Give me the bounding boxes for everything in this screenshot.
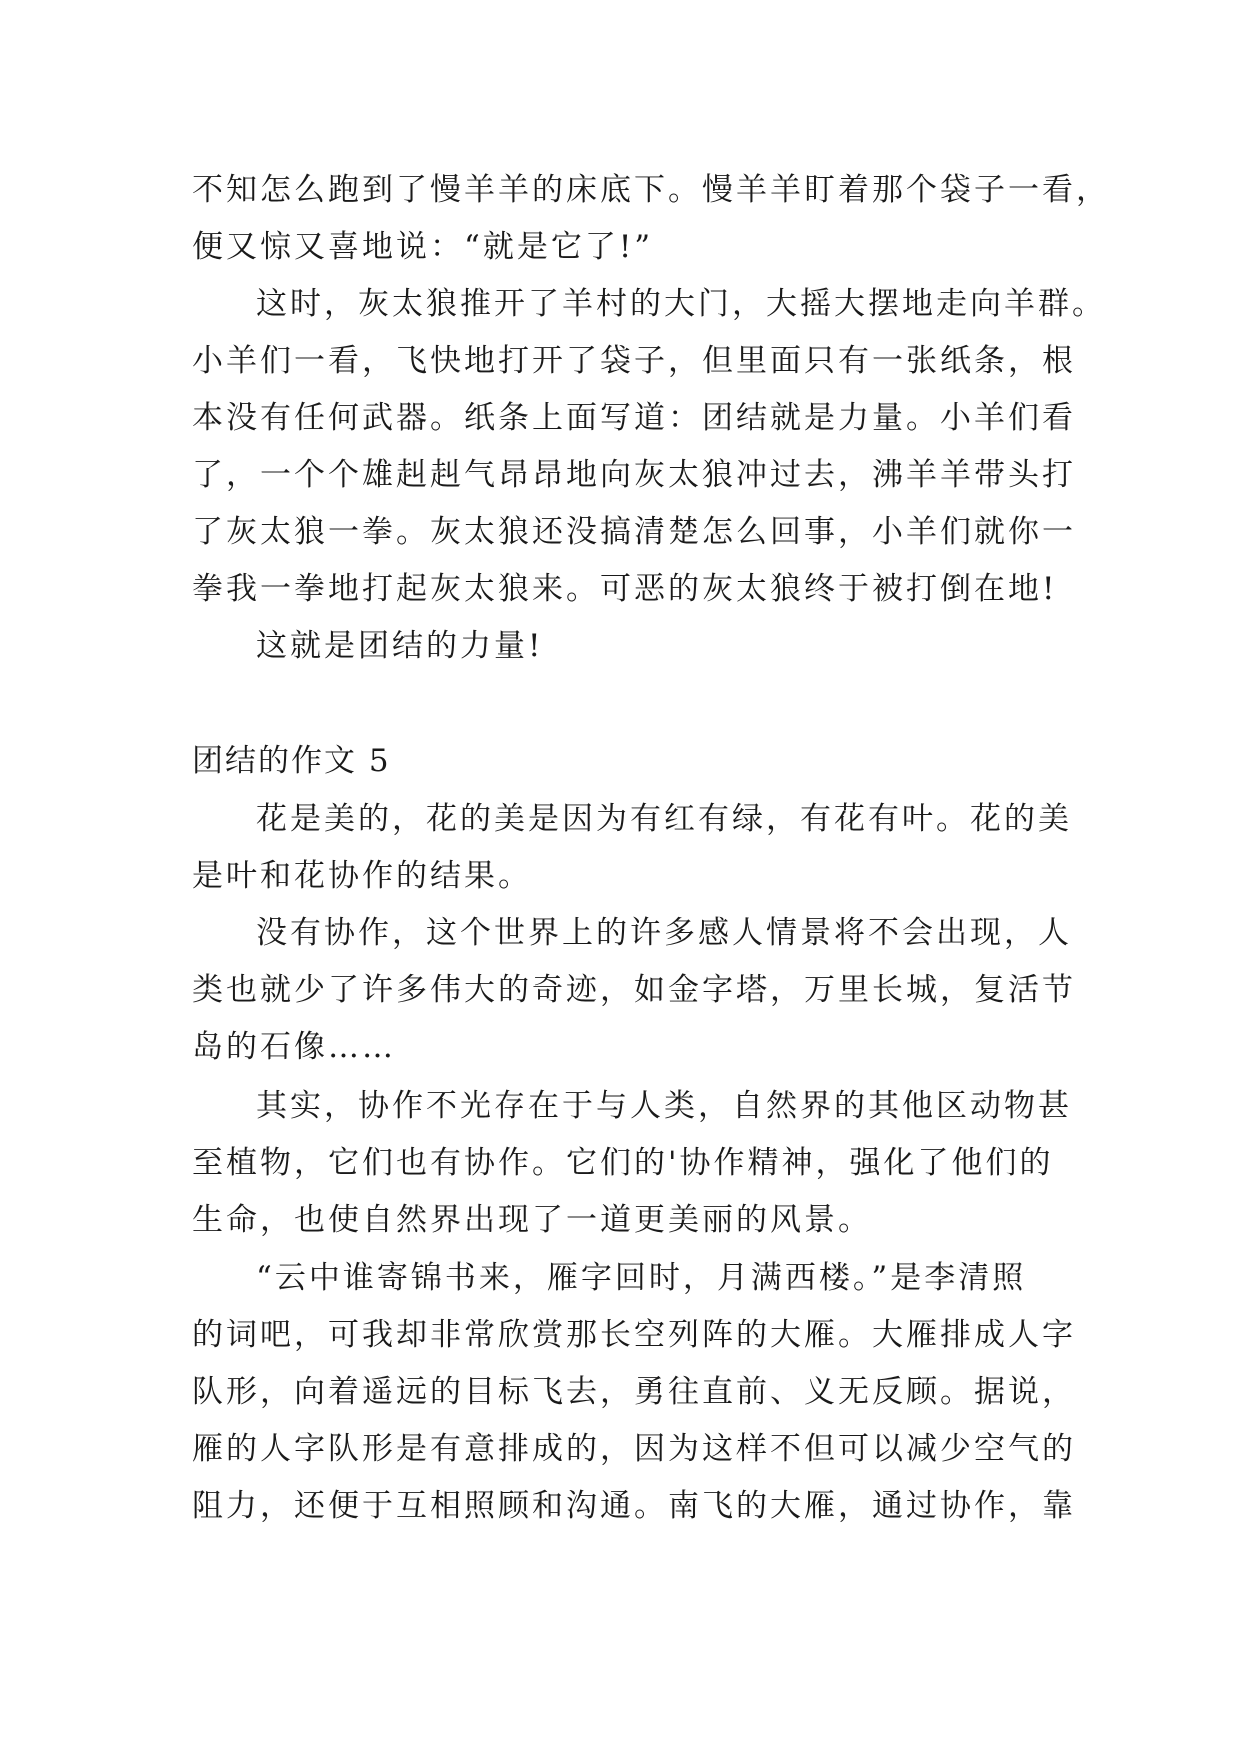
text-line: 的词吧，可我却非常欣赏那长空列阵的大雁。大雁排成人字 bbox=[192, 1317, 1076, 1353]
text-line: 雁的人字队形是有意排成的，因为这样不但可以减少空气的 bbox=[192, 1431, 1076, 1467]
text-line: 便又惊又喜地说：“就是它了!” bbox=[192, 229, 654, 265]
text-line: 生命，也使自然界出现了一道更美丽的风景。 bbox=[192, 1202, 872, 1238]
text-line: 不知怎么跑到了慢羊羊的床底下。慢羊羊盯着那个袋子一看， bbox=[192, 172, 1110, 208]
paragraph-start-line: 其实，协作不光存在于与人类，自然界的其他区动物甚 bbox=[256, 1088, 1072, 1124]
text-line: 拳我一拳地打起灰太狼来。可恶的灰太狼终于被打倒在地! bbox=[192, 571, 1058, 607]
text-line: 是叶和花协作的结果。 bbox=[192, 858, 532, 894]
text-line: 了，一个个雄赳赳气昂昂地向灰太狼冲过去，沸羊羊带头打 bbox=[192, 457, 1076, 493]
text-line: 队形，向着遥远的目标飞去，勇往直前、义无反顾。据说， bbox=[192, 1374, 1076, 1410]
text-line: 岛的石像…… bbox=[192, 1029, 396, 1065]
text-line: 阻力，还便于互相照顾和沟通。南飞的大雁，通过协作，靠 bbox=[192, 1488, 1076, 1524]
section-heading: 团结的作文 5 bbox=[192, 743, 391, 779]
text-line: 小羊们一看，飞快地打开了袋子，但里面只有一张纸条，根 bbox=[192, 343, 1076, 379]
paragraph-start-line: “云中谁寄锦书来，雁字回时，月满西楼。”是李清照 bbox=[256, 1260, 1027, 1296]
text-line: 至植物，它们也有协作。它们的'协作精神，强化了他们的 bbox=[192, 1145, 1054, 1181]
text-line: 本没有任何武器。纸条上面写道：团结就是力量。小羊们看 bbox=[192, 400, 1076, 436]
paragraph-start-line: 没有协作，这个世界上的许多感人情景将不会出现，人 bbox=[256, 915, 1072, 951]
paragraph-start-line: 这就是团结的力量! bbox=[256, 628, 544, 664]
paragraph-start-line: 花是美的，花的美是因为有红有绿，有花有叶。花的美 bbox=[256, 801, 1072, 837]
text-line: 了灰太狼一拳。灰太狼还没搞清楚怎么回事，小羊们就你一 bbox=[192, 514, 1076, 550]
text-line: 类也就少了许多伟大的奇迹，如金字塔，万里长城，复活节 bbox=[192, 972, 1076, 1008]
paragraph-start-line: 这时，灰太狼推开了羊村的大门，大摇大摆地走向羊群。 bbox=[256, 286, 1106, 322]
